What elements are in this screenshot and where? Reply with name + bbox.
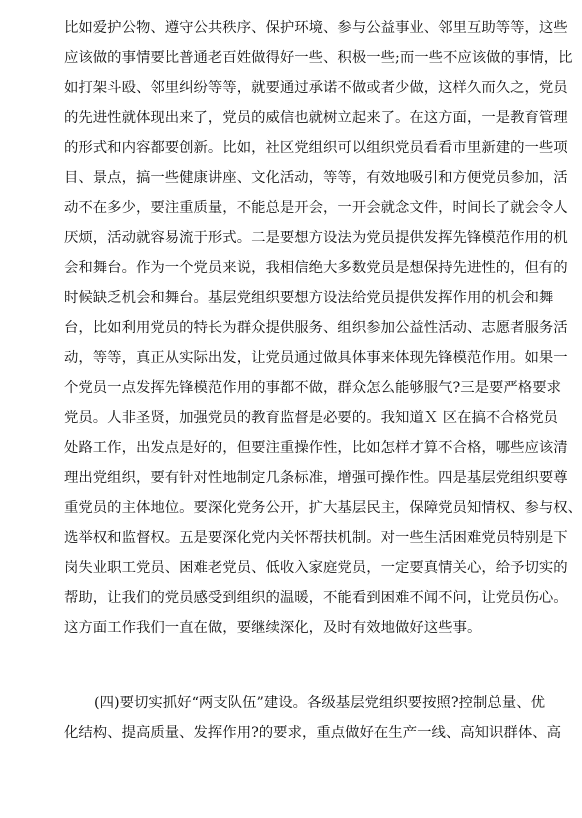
text-line: 这方面工作我们一直在做，要继续深化，及时有效地做好这些事。	[64, 620, 482, 636]
text-line: 比如爱护公物、遵守公共秩序、保护环境、参与公益事业、邻里互助等等，这些	[64, 20, 568, 36]
text-line: 如打架斗殴、邻里纠纷等等，就要通过承诺不做或者少做，这样久而久之，党员	[64, 80, 568, 96]
text-line: 处路工作，出发点是好的，但要注重操作性，比如怎样才算不合格，哪些应该清	[64, 440, 568, 456]
text-line: 动，等等，真正从实际出发，让党员通过做具体事来体现先锋模范作用。如果一	[64, 350, 568, 366]
text-line: 的先进性就体现出来了，党员的威信也就树立起来了。在这方面，一是教育管理	[64, 110, 568, 126]
text-line: 岗失业职工党员、困难老党员、低收入家庭党员，一定要真情关心，给予切实的	[64, 560, 568, 576]
text-line: 重党员的主体地位。要深化党务公开，扩大基层民主，保障党员知情权、参与权、	[64, 500, 582, 516]
text-line: 目、景点，搞一些健康讲座、文化活动，等等，有效地吸引和方便党员参加，活	[64, 170, 568, 186]
text-line: 时候缺乏机会和舞台。基层党组织要想方设法给党员提供发挥作用的机会和舞	[64, 290, 554, 306]
text-line: 的形式和内容都要创新。比如，社区党组织可以组织党员看看市里新建的一些项	[64, 140, 568, 156]
text-line: 会和舞台。作为一个党员来说，我相信绝大多数党员是想保持先进性的，但有的	[64, 260, 568, 276]
text-line: (四)要切实抓好“两支队伍”建设。各级基层党组织要按照?控制总量、优	[94, 695, 545, 711]
text-line: 应该做的事情要比普通老百姓做得好一些、积极一些;而一些不应该做的事情，比	[64, 50, 573, 66]
text-line: 化结构、提高质量、发挥作用?的要求，重点做好在生产一线、高知识群体、高	[64, 725, 561, 741]
text-line: 帮助，让我们的党员感受到组织的温暖，不能看到困难不闻不问，让党员伤心。	[64, 590, 568, 606]
text-line: 厌烦，活动就容易流于形式。二是要想方设法为党员提供发挥先锋模范作用的机	[64, 230, 568, 246]
text-line: 党员。人非圣贤，加强党员的教育监督是必要的。我知道Ｘ 区在搞不合格党员	[64, 410, 558, 426]
text-line: 动不在多少，要注重质量，不能总是开会，一开会就念文件，时间长了就会令人	[64, 200, 568, 216]
text-line: 理出党组织，要有针对性地制定几条标准，增强可操作性。四是基层党组织要尊	[64, 470, 568, 486]
text-line: 选举权和监督权。五是要深化党内关怀帮扶机制。对一些生活困难党员特别是下	[64, 530, 568, 546]
text-line: 台，比如利用党员的特长为群众提供服务、组织参加公益性活动、志愿者服务活	[64, 320, 568, 336]
text-line: 个党员一点发挥先锋模范作用的事都不做，群众怎么能够服气?三是要严格要求	[64, 380, 561, 396]
